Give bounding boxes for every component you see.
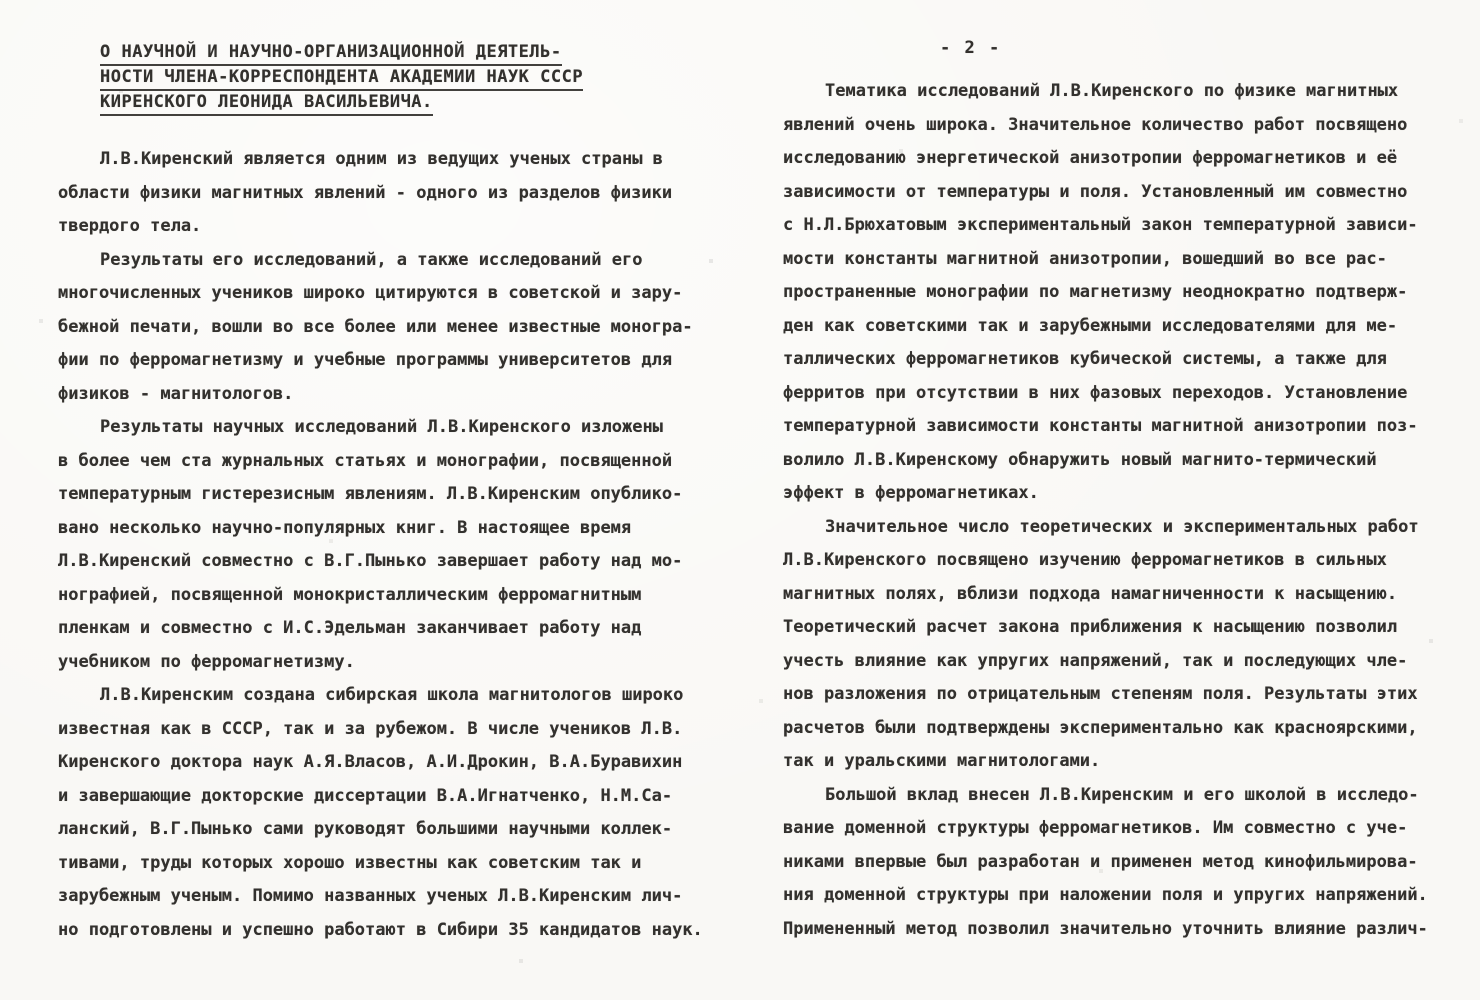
text-line: явлений очень широка. Значительное количество работ посвящено [783,114,1408,135]
title-line [100,44,583,69]
text-line: мости константы магнитной анизотропии, вошедший во все рас- [783,248,1387,269]
text-line: фии по ферромагнетизму и учебные программы университетов для [58,350,673,370]
text-line: температурным гистерезисным явлениям. Л.В.Киренским опублико- [58,484,683,504]
text-line: тивами, труды которых хорошо известны как советским так и [58,852,642,873]
text-line: известная как в СССР, так и за рубежом. В числе учеников Л.В. [58,718,683,739]
text-line: ден как советскими так и зарубежными исследователями для ме- [783,315,1398,336]
text-line: вано несколько научно-популярных книг. В настоящее время [58,517,632,538]
text-line: учесть влияние как упругих напряжений, так и последующих чле- [783,650,1408,671]
text-line: волило Л.В.Киренскому обнаружить новый магнито-термический [783,449,1377,470]
text-line: никами впервые был разработан и применен метод кинофильмирова- [783,851,1418,872]
text-line: в более чем ста журнальных статьях и монографии, посвященной [58,450,673,471]
text-line: зависимости от температуры и поля. Установленный им совместно [783,181,1408,202]
text-line: ланский, В.Г.Пынько сами руководят большими научными коллек- [58,819,673,839]
text-line: Киренского доктора наук А.Я.Власов, А.И.Дрокин, В.А.Буравихин [58,752,683,772]
text-line: но подготовлены и успешно работают в Сибири 35 кандидатов наук. [58,919,703,940]
text-line: магнитных полях, вблизи подхода намагниченности к насыщению. [783,583,1398,604]
text-line: физиков - магнитологов. [58,383,294,404]
text-line: зарубежным ученым. Помимо названных ученых Л.В.Киренским лич- [58,886,683,906]
text-line: Значительное число теоретических и экспериментальных работ [825,516,1419,537]
text-line: исследованию энергетической анизотропии ферромагнетиков и её [783,148,1398,168]
scan-noise [0,0,2,2]
text-line: многочисленных учеников широко цитируются в советской и зару- [58,283,683,303]
page-2-body [783,75,1463,946]
text-line: Результаты его исследований, а также исследований его [100,249,643,270]
text-line: учебником по ферромагнетизму. [58,651,355,672]
page-number: - 2 - [940,38,1002,58]
text-line: Результаты научных исследований Л.В.Киренского изложены [100,417,663,437]
text-line: нографией, посвященной монокристаллическим ферромагнитным [58,584,642,605]
text-line: пространенные монографии по магнетизму неоднократно подтверж- [783,282,1408,302]
text-line: ния доменной структуры при наложении поля и упругих напряжений. [783,885,1428,905]
text-line: твердого тела. [58,216,202,236]
text-line: температурной зависимости константы магнитной анизотропии поз- [783,416,1418,436]
text-line: вание доменной структуры ферромагнетиков. Им совместно с уче- [783,818,1408,838]
text-line: ферритов при отсутствии в них фазовых переходов. Установление [783,382,1408,403]
title-line-text: НОСТИ ЧЛЕНА-КОРРЕСПОНДЕНТА АКАДЕМИИ НАУК СССР [100,69,583,91]
text-line: бежной печати, вошли во все более или менее известные моногра- [58,316,693,337]
page-1-body [58,143,728,947]
text-line: нов разложения по отрицательным степеням поля. Результаты этих [783,684,1418,704]
document-title [100,44,583,119]
text-line: Л.В.Киренский совместно с В.Г.Пынько завершает работу над мо- [58,551,683,571]
text-line: Теоретический расчет закона приближения к насыщению позволил [783,617,1398,637]
title-line-text: КИРЕНСКОГО ЛЕОНИДА ВАСИЛЬЕВИЧА. [100,94,433,116]
text-line: таллических ферромагнетиков кубической системы, а также для [783,349,1387,369]
text-line: Примененный метод позволил значительно уточнить влияние различ- [783,918,1428,939]
title-line [100,69,583,94]
title-line-text: О НАУЧНОЙ И НАУЧНО-ОРГАНИЗАЦИОННОЙ ДЕЯТЕЛЬ- [100,44,562,66]
text-line: с Н.Л.Брюхатовым экспериментальный закон температурной зависи- [783,215,1418,235]
text-line: расчетов были подтверждены экспериментально как красноярскими, [783,717,1418,738]
text-line: Л.В.Киренский является одним из ведущих ученых страны в [100,149,663,169]
text-line: эффект в ферромагнетиках. [783,483,1039,503]
title-line [100,94,583,119]
text-line: области физики магнитных явлений - одного из разделов физики [58,182,673,203]
text-line: Л.В.Киренского посвящено изучению ферромагнетиков в сильных [783,550,1387,570]
text-line: и завершающие докторские диссертации В.А.Игнатченко, Н.М.Са- [58,785,673,806]
text-line: Большой вклад внесен Л.В.Киренским и его школой в исследо- [825,784,1419,805]
text-line: так и уральскими магнитологами. [783,751,1101,771]
text-line: Л.В.Киренским создана сибирская школа магнитологов широко [100,685,684,705]
text-line: Тематика исследований Л.В.Киренского по физике магнитных [825,81,1399,101]
text-line: пленкам и совместно с И.С.Эдельман заканчивает работу над [58,618,642,638]
